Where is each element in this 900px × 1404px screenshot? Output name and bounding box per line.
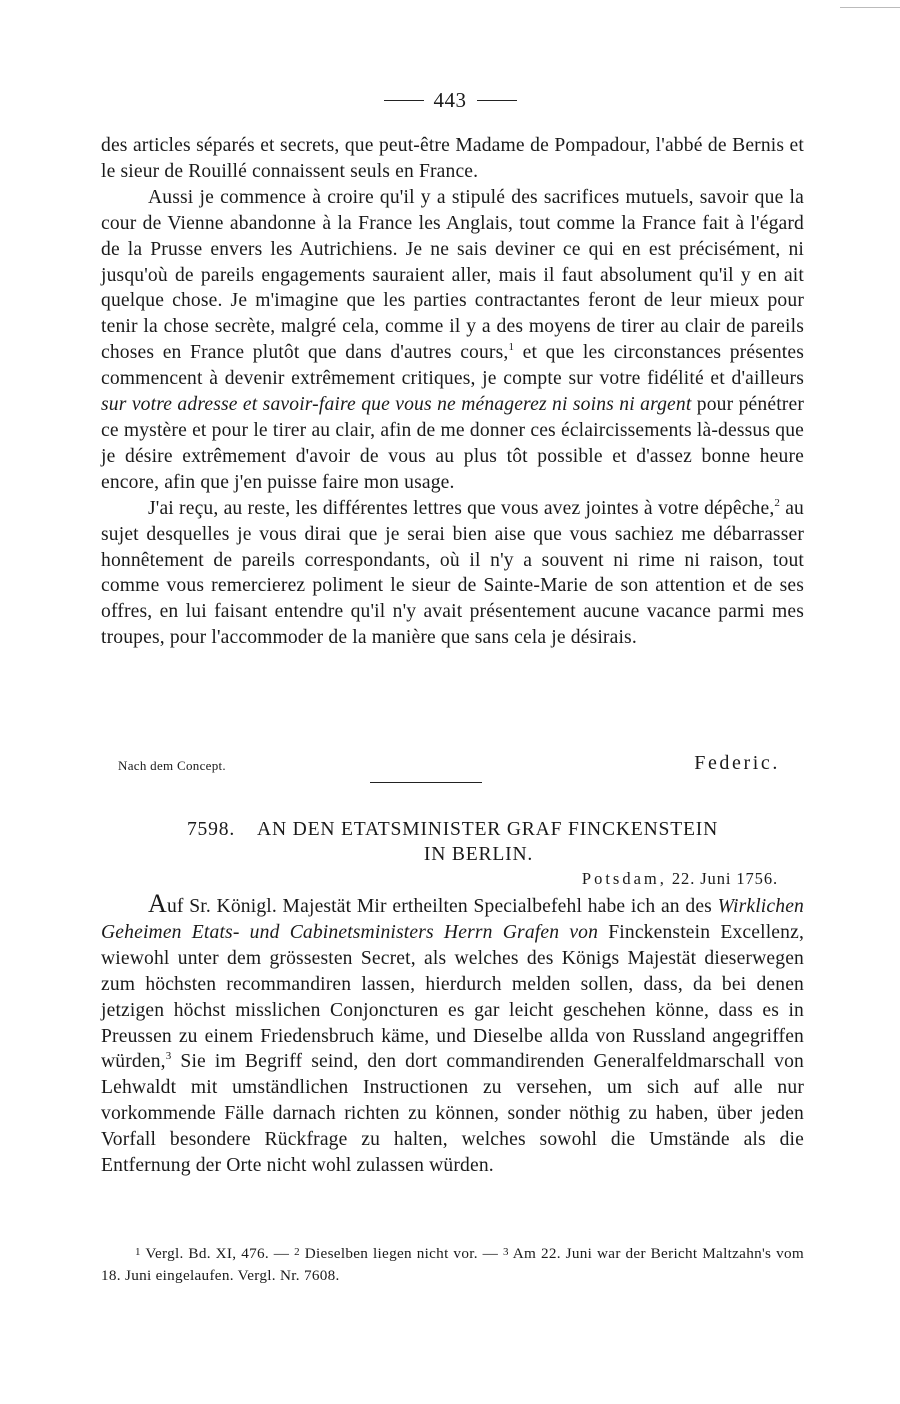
letter-paragraph: [101, 133, 804, 185]
text-run: Aussi je commence à croire qu'il y a stipulé des sacrifices mutuels, savoir que la cour de Vienne abandonne à la France les Anglais, tout comme la France fait à l'égard de la Prusse envers les Autrichiens. Je ne sais deviner ce qui en est précisément, ni jusqu'où de pareils engagements sauraient aller, mais il faut absolument qu'il y en ait quelque chose. Je m'imagine que les parties contractantes feront de leur mieux pour tenir la chose secrète, malgré cela, comme il y a des moyens de tirer au clair de pareils choses en France plutôt que dans d'autres cours,: [101, 186, 804, 364]
document-number: 7598.: [186, 819, 236, 840]
footnotes: [101, 1241, 804, 1287]
page-header: [0, 88, 900, 113]
letter-closing: [101, 752, 804, 780]
document-heading: [101, 817, 804, 867]
footnote-mark: 2: [294, 1246, 300, 1258]
drop-letter: A: [148, 889, 167, 918]
text-run: au sujet desquelles je vous dirai que je serai bien aise que vous sachiez me débarrasser honnêtement de pareils correspondants, où il n'y a souvent ni rime ni raison, tout comme vous remercierez poliment le sieur de Sainte-Marie de son attention et de ses offres, en lui faisant entendre qu'il n'y avait présentement aucune vacance parmi mes troupes, pour l'accommoder de la manière que sans cela je désirais.: [101, 497, 804, 649]
document-paragraph: [101, 889, 804, 1179]
footnote-mark: 3: [502, 1246, 509, 1258]
text-run: Sie im Begriff seind, den dort commandirenden Generalfeldmarschall von Lehwaldt mit umständlichen Instructionen zu versehen, um sich auf alle nur vorkommende Fälle darnach richten zu können, sonder nöthig zu haben, über jeden Vorfall besondere Rückfrage zu halten, welches sowohl die Umstände als die Entfernung der Orte nicht wohl zulassen würden.: [101, 1051, 804, 1177]
letter-continuation-text: [101, 133, 804, 651]
text-run: J'ai reçu, au reste, les différentes lettres que vous avez jointes à votre dépêche,: [148, 497, 775, 519]
footnote-reference: 3: [165, 1050, 172, 1063]
footnote-reference: 2: [774, 496, 781, 509]
heading-recipient: AN DEN ETATSMINISTER GRAF FINCKENSTEIN: [257, 819, 719, 840]
dateline-place: Potsdam,: [581, 869, 667, 888]
text-run: pour pénétrer ce mystère et pour le tirer au clair, afin de me donner ces éclaircissements là-dessus que je désire extrêmement d'avoir de vous au plus tôt possible et d'assez bonne heure encore, afin que j'en puisse faire mon usage.: [101, 394, 804, 493]
header-dash-left: [384, 100, 424, 101]
section-divider: [370, 782, 482, 783]
footnote-text: Dieselben liegen nicht vor. —: [299, 1245, 503, 1262]
emphasized-text: Wirklichen Geheimen Etats- und Cabinetsministers Herrn Grafen von: [101, 896, 804, 943]
dateline-date: 22. Juni 1756.: [671, 869, 778, 888]
text-run: et que les circonstances présentes commencent à devenir extrêmement critiques, je compte sur votre fidélité et d'ailleurs: [101, 342, 804, 390]
scan-edge-line: [840, 7, 900, 8]
emphasized-text: sur votre adresse et savoir-faire que vous ne ménagerez ni soins ni argent: [101, 394, 692, 416]
signature: Federic.: [694, 752, 780, 774]
text-run: uf Sr. Königl. Majestät Mir ertheilten Specialbefehl habe ich an des: [166, 896, 718, 917]
page-number: 443: [433, 88, 467, 112]
footnote-mark: 1: [135, 1246, 141, 1258]
dateline: [582, 869, 778, 889]
header-dash-right: [477, 100, 517, 101]
letter-paragraph: [101, 185, 804, 496]
document-body-text: [101, 889, 804, 1179]
letter-paragraph: [101, 496, 804, 651]
footnote-paragraph: [101, 1241, 804, 1287]
heading-location: IN BERLIN.: [423, 844, 534, 865]
footnote-text: Vergl. Bd. XI, 476. —: [140, 1245, 295, 1262]
footnote-reference: 1: [508, 341, 515, 354]
source-note: Nach dem Concept.: [118, 758, 226, 773]
footnote-text: Am 22. Juni war der Bericht Maltzahn's vom 18. Juni eingelaufen. Vergl. Nr. 7608.: [101, 1245, 804, 1284]
text-run: Finckenstein Excellenz, wiewohl unter dem grössesten Secret, als welches des Königs Majestät dieserwegen zum höchsten recommandiren lassen, hierdurch melden sollen, dass, da bei denen jetzigen höchst misslichen Conjoncturen es gar leicht geschehen könne, dass es in Preussen zu einem Friedensbruch käme, und Dieselbe allda von Russland angegriffen würden,: [101, 921, 804, 1073]
text-run: des articles séparés et secrets, que peut-être Madame de Pompadour, l'abbé de Bernis et le sieur de Rouillé connaissent seuls en France.: [101, 135, 804, 182]
